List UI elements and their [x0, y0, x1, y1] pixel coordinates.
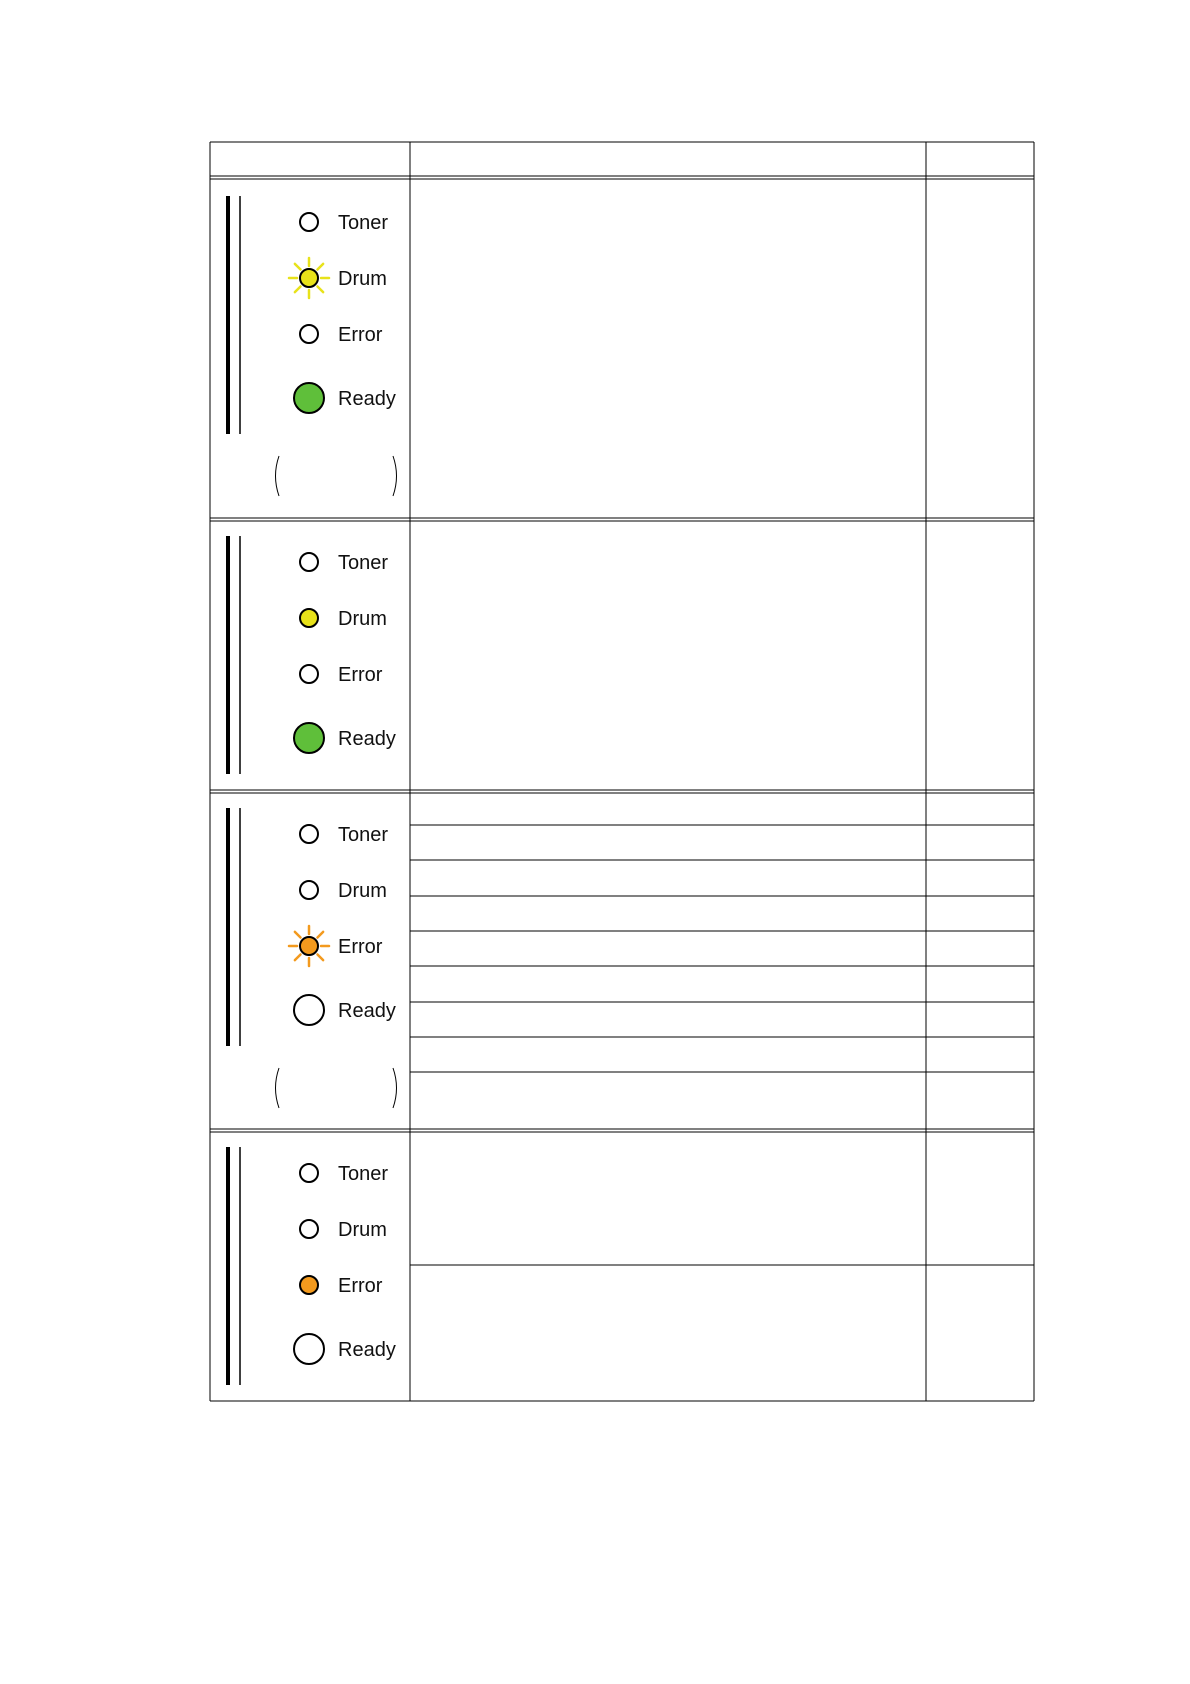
left-parenthesis-icon — [276, 1068, 280, 1108]
led-ready — [294, 383, 396, 413]
led-indicator-icon — [300, 665, 318, 683]
led-ready — [294, 995, 396, 1025]
blink-ray — [317, 932, 323, 938]
blink-ray — [317, 264, 323, 270]
led-indicator-icon — [300, 881, 318, 899]
led-label: Ready — [338, 728, 396, 750]
led-label: Error — [338, 324, 383, 346]
led-error — [289, 926, 383, 966]
led-label: Toner — [338, 552, 389, 574]
led-label: Drum — [338, 608, 387, 630]
left-parenthesis-icon — [276, 456, 280, 496]
led-label: Error — [338, 1275, 383, 1297]
led-toner — [300, 1163, 388, 1185]
led-toner — [300, 552, 388, 574]
led-panel-row-1 — [228, 196, 397, 496]
led-label: Error — [338, 936, 383, 958]
led-label: Drum — [338, 268, 387, 290]
led-indicator-icon — [294, 995, 324, 1025]
blink-ray — [295, 286, 301, 292]
led-indicator-icon — [294, 723, 324, 753]
right-parenthesis-icon — [393, 456, 397, 496]
led-indicator-icon — [300, 609, 318, 627]
led-panel-row-4 — [228, 1147, 396, 1385]
led-indicator-icon — [294, 1334, 324, 1364]
led-drum — [300, 880, 387, 902]
led-label: Toner — [338, 212, 389, 234]
led-indicator-icon — [300, 1276, 318, 1294]
led-indicator-icon — [300, 325, 318, 343]
led-ready — [294, 1334, 396, 1364]
blink-ray — [295, 954, 301, 960]
right-parenthesis-icon — [393, 1068, 397, 1108]
led-error — [300, 664, 383, 686]
led-label: Toner — [338, 824, 389, 846]
led-drum — [300, 1219, 387, 1241]
led-indicator-icon — [300, 937, 318, 955]
led-ready — [294, 723, 396, 753]
led-toner — [300, 824, 388, 846]
led-label: Drum — [338, 1219, 387, 1241]
led-indicator-icon — [300, 213, 318, 231]
table-grid — [210, 142, 1034, 1401]
blink-ray — [317, 954, 323, 960]
led-drum — [300, 608, 387, 630]
led-toner — [300, 212, 388, 234]
led-indicator-icon — [300, 1164, 318, 1182]
blink-ray — [317, 286, 323, 292]
led-error — [300, 1275, 383, 1297]
led-panel-row-3 — [228, 808, 397, 1108]
led-label: Error — [338, 664, 383, 686]
led-indicator-icon — [300, 825, 318, 843]
blink-ray — [295, 932, 301, 938]
led-error — [300, 324, 383, 346]
led-label: Ready — [338, 1339, 396, 1361]
led-label: Toner — [338, 1163, 389, 1185]
led-indicator-icon — [300, 269, 318, 287]
blink-ray — [295, 264, 301, 270]
led-label: Drum — [338, 880, 387, 902]
led-label: Ready — [338, 388, 396, 410]
led-panel-row-2 — [228, 536, 396, 774]
led-label: Ready — [338, 1000, 396, 1022]
led-indicator-icon — [294, 383, 324, 413]
led-indicator-icon — [300, 553, 318, 571]
led-indicator-icon — [300, 1220, 318, 1238]
led-drum — [289, 258, 387, 298]
